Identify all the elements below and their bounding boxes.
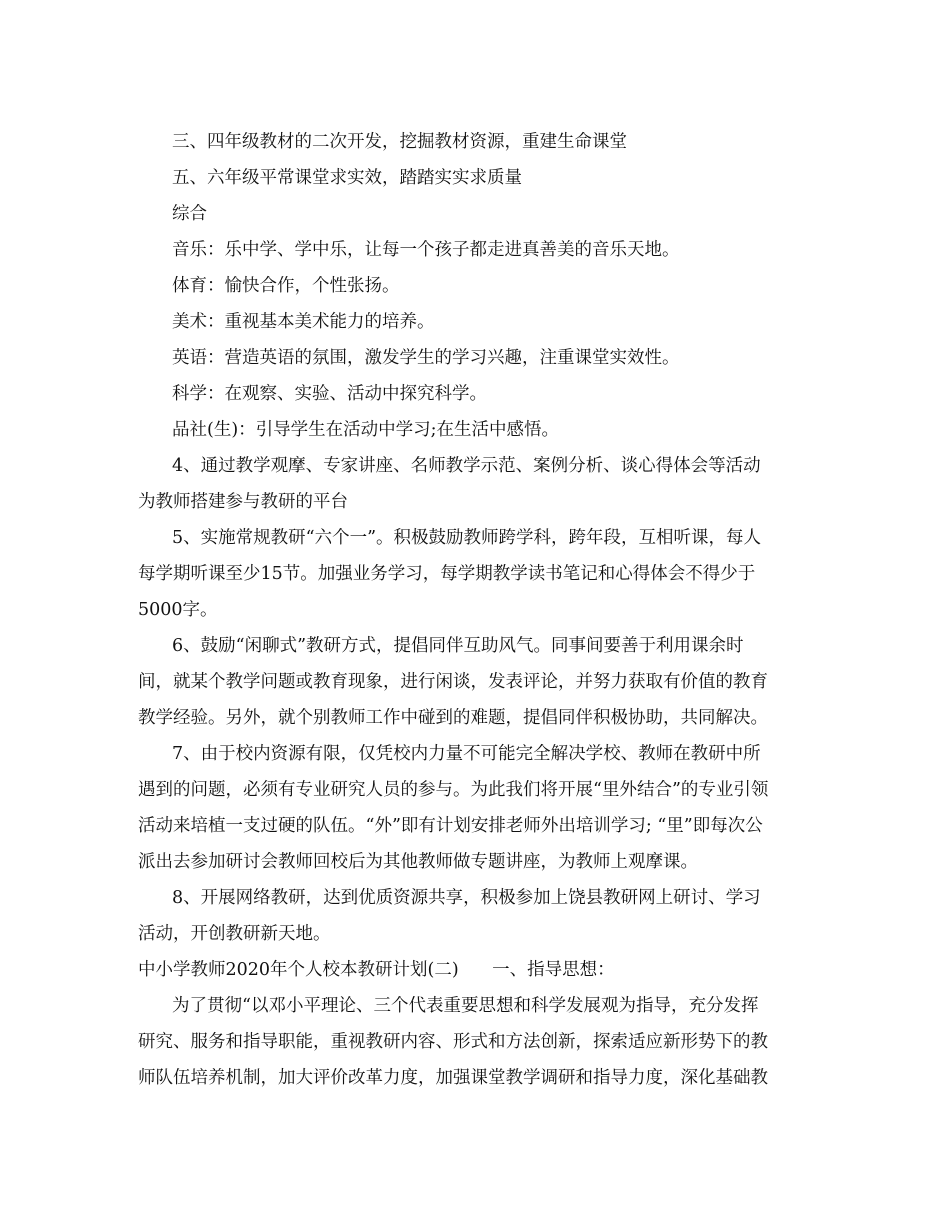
text-line: 品社(生)：引导学生在活动中学习;在生活中感悟。	[172, 420, 560, 440]
text-line: 6、鼓励“闲聊式”教研方式，提倡同伴互助风气。同事间要善于利用课余时	[172, 636, 744, 656]
text-line: 五、六年级平常课堂求实效，踏踏实实求质量	[172, 168, 522, 188]
text-line: 为了贯彻“以邓小平理论、三个代表重要思想和科学发展观为指导，充分发挥	[172, 996, 759, 1016]
text-line: 师队伍培养机制，加大评价改革力度，加强课堂教学调研和指导力度，深化基础教	[138, 1068, 768, 1088]
text-line: 4、通过教学观摩、专家讲座、名师教学示范、案例分析、谈心得体会等活动	[172, 456, 761, 476]
text-line: 8、开展网络教研，达到优质资源共享，积极参加上饶县教研网上研讨、学习	[172, 888, 761, 908]
text-line: 体育：愉快合作，个性张扬。	[172, 276, 400, 296]
text-line: 间，就某个教学问题或教育现象，进行闲谈，发表评论，并努力获取有价值的教育	[138, 672, 768, 692]
text-line: 三、四年级教材的二次开发，挖掘教材资源，重建生命课堂	[172, 132, 627, 152]
document-body	[138, 124, 838, 1096]
text-line: 音乐：乐中学、学中乐，让每一个孩子都走进真善美的音乐天地。	[172, 240, 680, 260]
text-line: 英语：营造英语的氛围，激发学生的学习兴趣，注重课堂实效性。	[172, 348, 680, 368]
text-line: 为教师搭建参与教研的平台	[138, 492, 348, 512]
text-line: 中小学教师2020年个人校本教研计划(二) 一、指导思想：	[138, 960, 615, 980]
text-line: 活动，开创教研新天地。	[138, 924, 331, 944]
text-line: 活动来培植一支过硬的队伍。“外”即有计划安排老师外出培训学习; “里”即每次公	[138, 816, 763, 836]
text-line: 科学：在观察、实验、活动中探究科学。	[172, 384, 487, 404]
text-line: 研究、服务和指导职能，重视教研内容、形式和方法创新，探索适应新形势下的教	[138, 1032, 768, 1052]
text-line: 综合	[172, 204, 207, 224]
text-line: 每学期听课至少15节。加强业务学习，每学期教学读书笔记和心得体会不得少于	[138, 564, 756, 584]
text-line: 遇到的问题，必须有专业研究人员的参与。为此我们将开展“里外结合”的专业引领	[138, 780, 769, 800]
text-line: 7、由于校内资源有限，仅凭校内力量不可能完全解决学校、教师在教研中所	[172, 744, 761, 764]
text-line: 5、实施常规教研“六个一”。积极鼓励教师跨学科，跨年段，互相听课，每人	[172, 528, 762, 548]
text-line: 教学经验。另外，就个别教师工作中碰到的难题，提倡同伴积极协助，共同解决。	[138, 708, 768, 728]
text-line: 美术：重视基本美术能力的培养。	[172, 312, 435, 332]
text-line: 5000字。	[138, 600, 218, 620]
text-line: 派出去参加研讨会教师回校后为其他教师做专题讲座，为教师上观摩课。	[138, 852, 698, 872]
